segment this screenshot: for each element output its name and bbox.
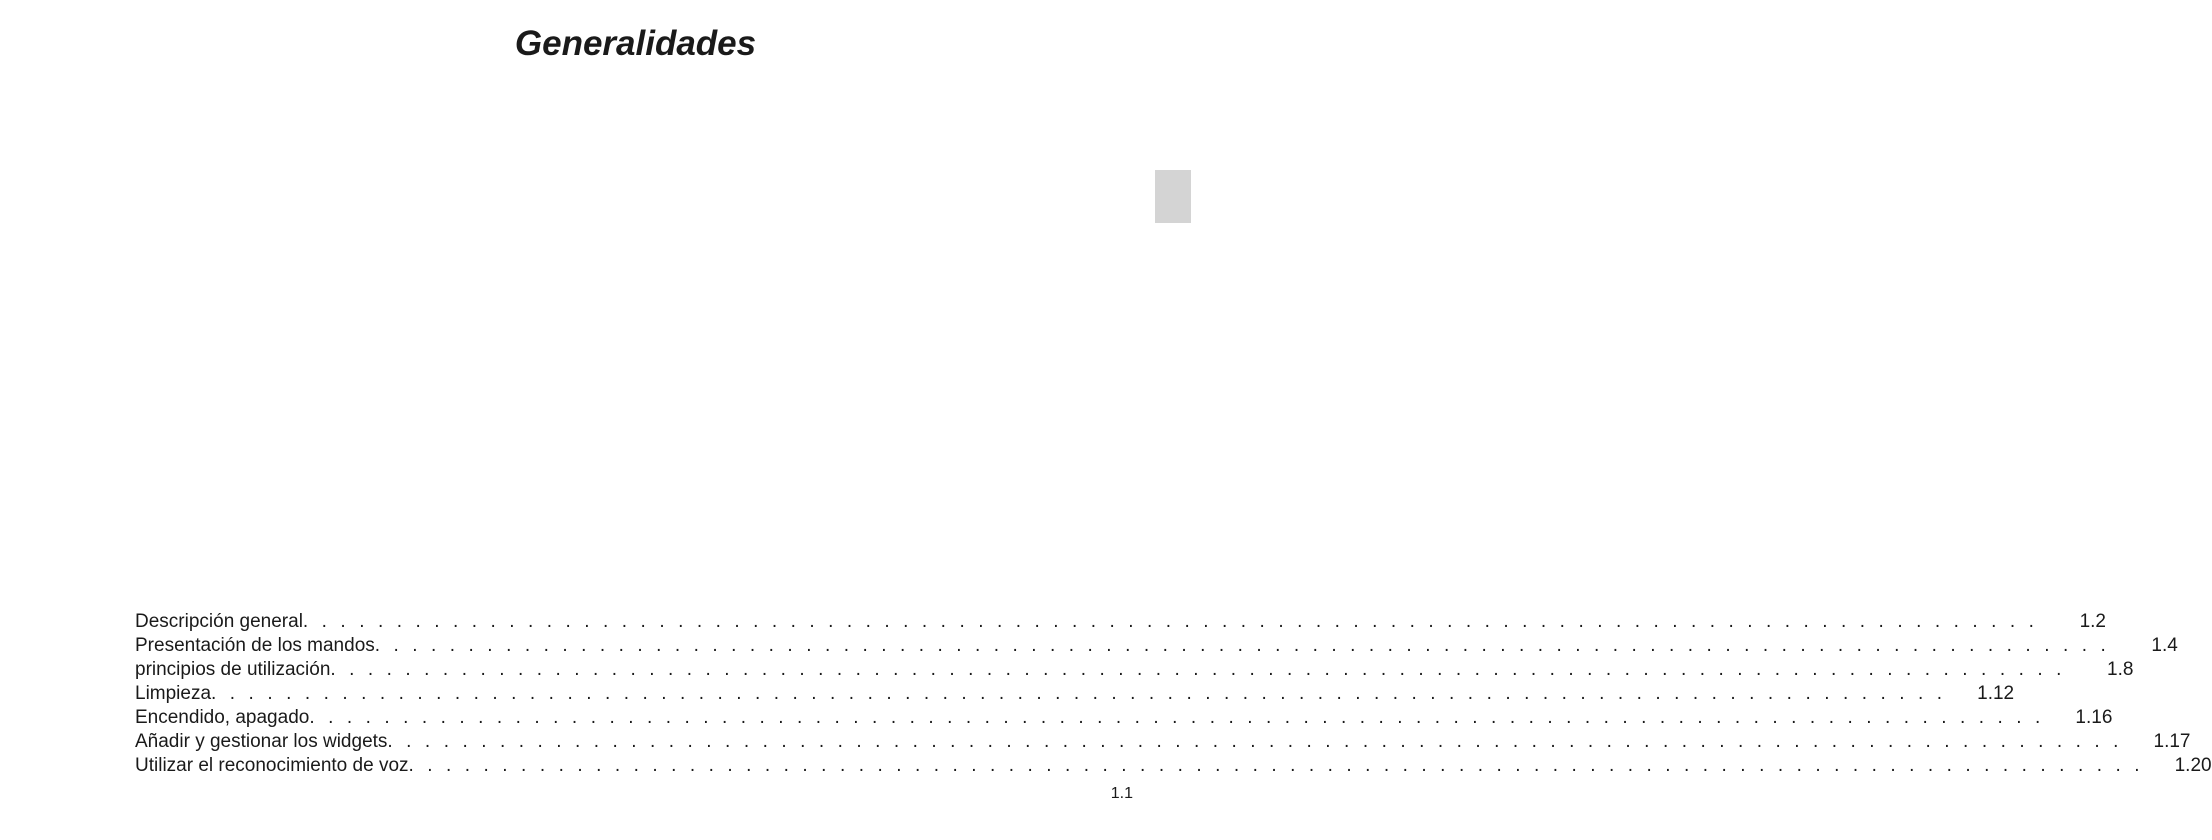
page-number: 1.1: [1110, 785, 1133, 802]
toc-entry[interactable]: [135, 730, 2191, 754]
toc-leader-dots: . . . . . . . . . . . . . . . . . . . . . . . . . . . . . . . . . . . . . . . . . . . . . . . . . . . . . . . . . . . . . . . . . . . . . . . . . . . . . . . . . . . . . . . . . . . . .: [330, 659, 2066, 680]
toc-entry[interactable]: [135, 658, 2134, 682]
toc-leader-dots: . . . . . . . . . . . . . . . . . . . . . . . . . . . . . . . . . . . . . . . . . . . . . . . . . . . . . . . . . . . . . . . . . . . . . . . . . . . . . . . . . . . . . . . . . . . . .: [408, 755, 2144, 776]
toc-leader-dots: . . . . . . . . . . . . . . . . . . . . . . . . . . . . . . . . . . . . . . . . . . . . . . . . . . . . . . . . . . . . . . . . . . . . . . . . . . . . . . . . . . . . . . . . . . . . .: [309, 707, 2045, 728]
chapter-tab-marker: [1155, 170, 1191, 223]
toc-entry-page: 1.20: [2174, 755, 2212, 776]
toc-entry-label: Descripción general: [135, 611, 303, 632]
toc-entry-label: Encendido, apagado: [135, 707, 310, 728]
toc-leader-dots: . . . . . . . . . . . . . . . . . . . . . . . . . . . . . . . . . . . . . . . . . . . . . . . . . . . . . . . . . . . . . . . . . . . . . . . . . . . . . . . . . . . . . . . . . . . . .: [302, 611, 2038, 632]
toc-entry-page: 1.12: [1977, 683, 2015, 704]
toc-entry-label: Limpieza: [135, 683, 212, 704]
toc-entry-page: 1.2: [2079, 611, 2106, 632]
toc-entry-label: Presentación de los mandos: [135, 635, 375, 656]
toc-leader-dots: . . . . . . . . . . . . . . . . . . . . . . . . . . . . . . . . . . . . . . . . . . . . . . . . . . . . . . . . . . . . . . . . . . . . . . . . . . . . . . . . . . . . . . . . . . . . .: [211, 683, 1947, 704]
toc-entry-label: Añadir y gestionar los widgets: [135, 731, 388, 752]
toc-entry-page: 1.4: [2151, 635, 2178, 656]
toc-leader-dots: . . . . . . . . . . . . . . . . . . . . . . . . . . . . . . . . . . . . . . . . . . . . . . . . . . . . . . . . . . . . . . . . . . . . . . . . . . . . . . . . . . . . . . . . . . . . .: [374, 635, 2110, 656]
toc-entry[interactable]: [135, 706, 2113, 730]
toc-entry-page: 1.16: [2075, 707, 2113, 728]
toc-entry[interactable]: [135, 634, 2178, 658]
toc-entry[interactable]: [135, 682, 2015, 706]
table-of-contents: [135, 610, 2212, 778]
toc-leader-dots: . . . . . . . . . . . . . . . . . . . . . . . . . . . . . . . . . . . . . . . . . . . . . . . . . . . . . . . . . . . . . . . . . . . . . . . . . . . . . . . . . . . . . . . . . . . . .: [387, 731, 2123, 752]
page-title: Generalidades: [514, 24, 757, 63]
toc-entry-page: 1.17: [2153, 731, 2191, 752]
toc-entry[interactable]: [135, 610, 2106, 634]
toc-entry-page: 1.8: [2107, 659, 2134, 680]
toc-entry-label: Utilizar el reconocimiento de voz: [135, 755, 409, 776]
toc-entry[interactable]: [135, 754, 2212, 778]
toc-entry-label: principios de utilización: [135, 659, 331, 680]
